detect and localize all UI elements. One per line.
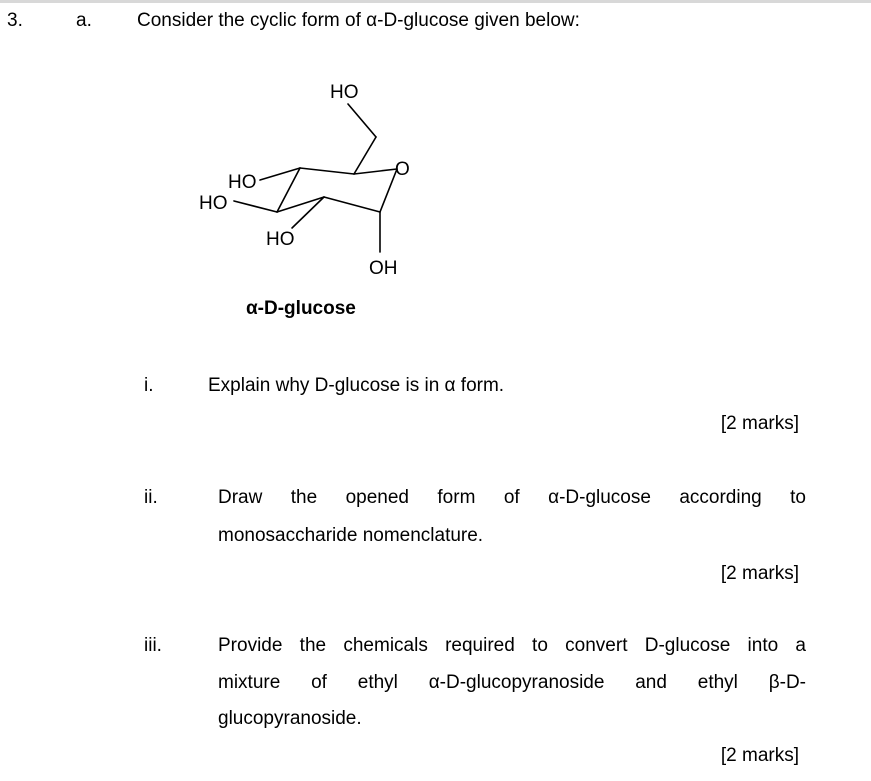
bond-c3-oh bbox=[234, 201, 277, 212]
label-ho-c4: HO bbox=[228, 172, 257, 193]
subquestion-text-iii-line2: mixture of ethyl α-D-glucopyranoside and ethyl β-D- bbox=[218, 672, 806, 693]
label-ho-c2: HO bbox=[266, 229, 295, 250]
top-border bbox=[0, 0, 871, 3]
label-ho-top: HO bbox=[330, 82, 359, 103]
part-label: a. bbox=[76, 10, 92, 31]
subquestion-numeral-ii: ii. bbox=[144, 487, 158, 508]
marks-i: [2 marks] bbox=[720, 413, 799, 434]
bond-c5-c6 bbox=[354, 137, 376, 174]
subquestion-text-iii-line1: Provide the chemicals required to convert D-glucose into a bbox=[218, 635, 806, 656]
subquestion-text-ii-line1: Draw the opened form of α-D-glucose according to bbox=[218, 487, 806, 508]
atom-labels bbox=[199, 82, 410, 279]
subquestion-text-iii-line3: glucopyranoside. bbox=[218, 708, 362, 729]
alpha-d-glucose-structure bbox=[190, 70, 430, 295]
question-prompt: Consider the cyclic form of α-D-glucose given below: bbox=[137, 10, 580, 31]
structure-caption: α-D-glucose bbox=[246, 298, 356, 319]
bond-c4-c5 bbox=[300, 168, 354, 174]
bond-c1-c2 bbox=[324, 197, 380, 212]
label-oh-c1: OH bbox=[369, 258, 398, 279]
marks-iii: [2 marks] bbox=[720, 745, 799, 766]
subquestion-numeral-iii: iii. bbox=[144, 635, 162, 656]
question-number: 3. bbox=[7, 10, 23, 31]
marks-ii: [2 marks] bbox=[720, 563, 799, 584]
ring-bonds bbox=[234, 104, 397, 252]
label-ring-o: O bbox=[395, 159, 410, 180]
subquestion-numeral-i: i. bbox=[144, 375, 154, 396]
bond-c6-o6 bbox=[348, 104, 376, 137]
bond-c5-o5 bbox=[354, 169, 397, 174]
subquestion-text-ii-line2: monosaccharide nomenclature. bbox=[218, 525, 484, 546]
subquestion-text-i: Explain why D-glucose is in α form. bbox=[208, 375, 505, 396]
label-ho-c3: HO bbox=[199, 193, 228, 214]
